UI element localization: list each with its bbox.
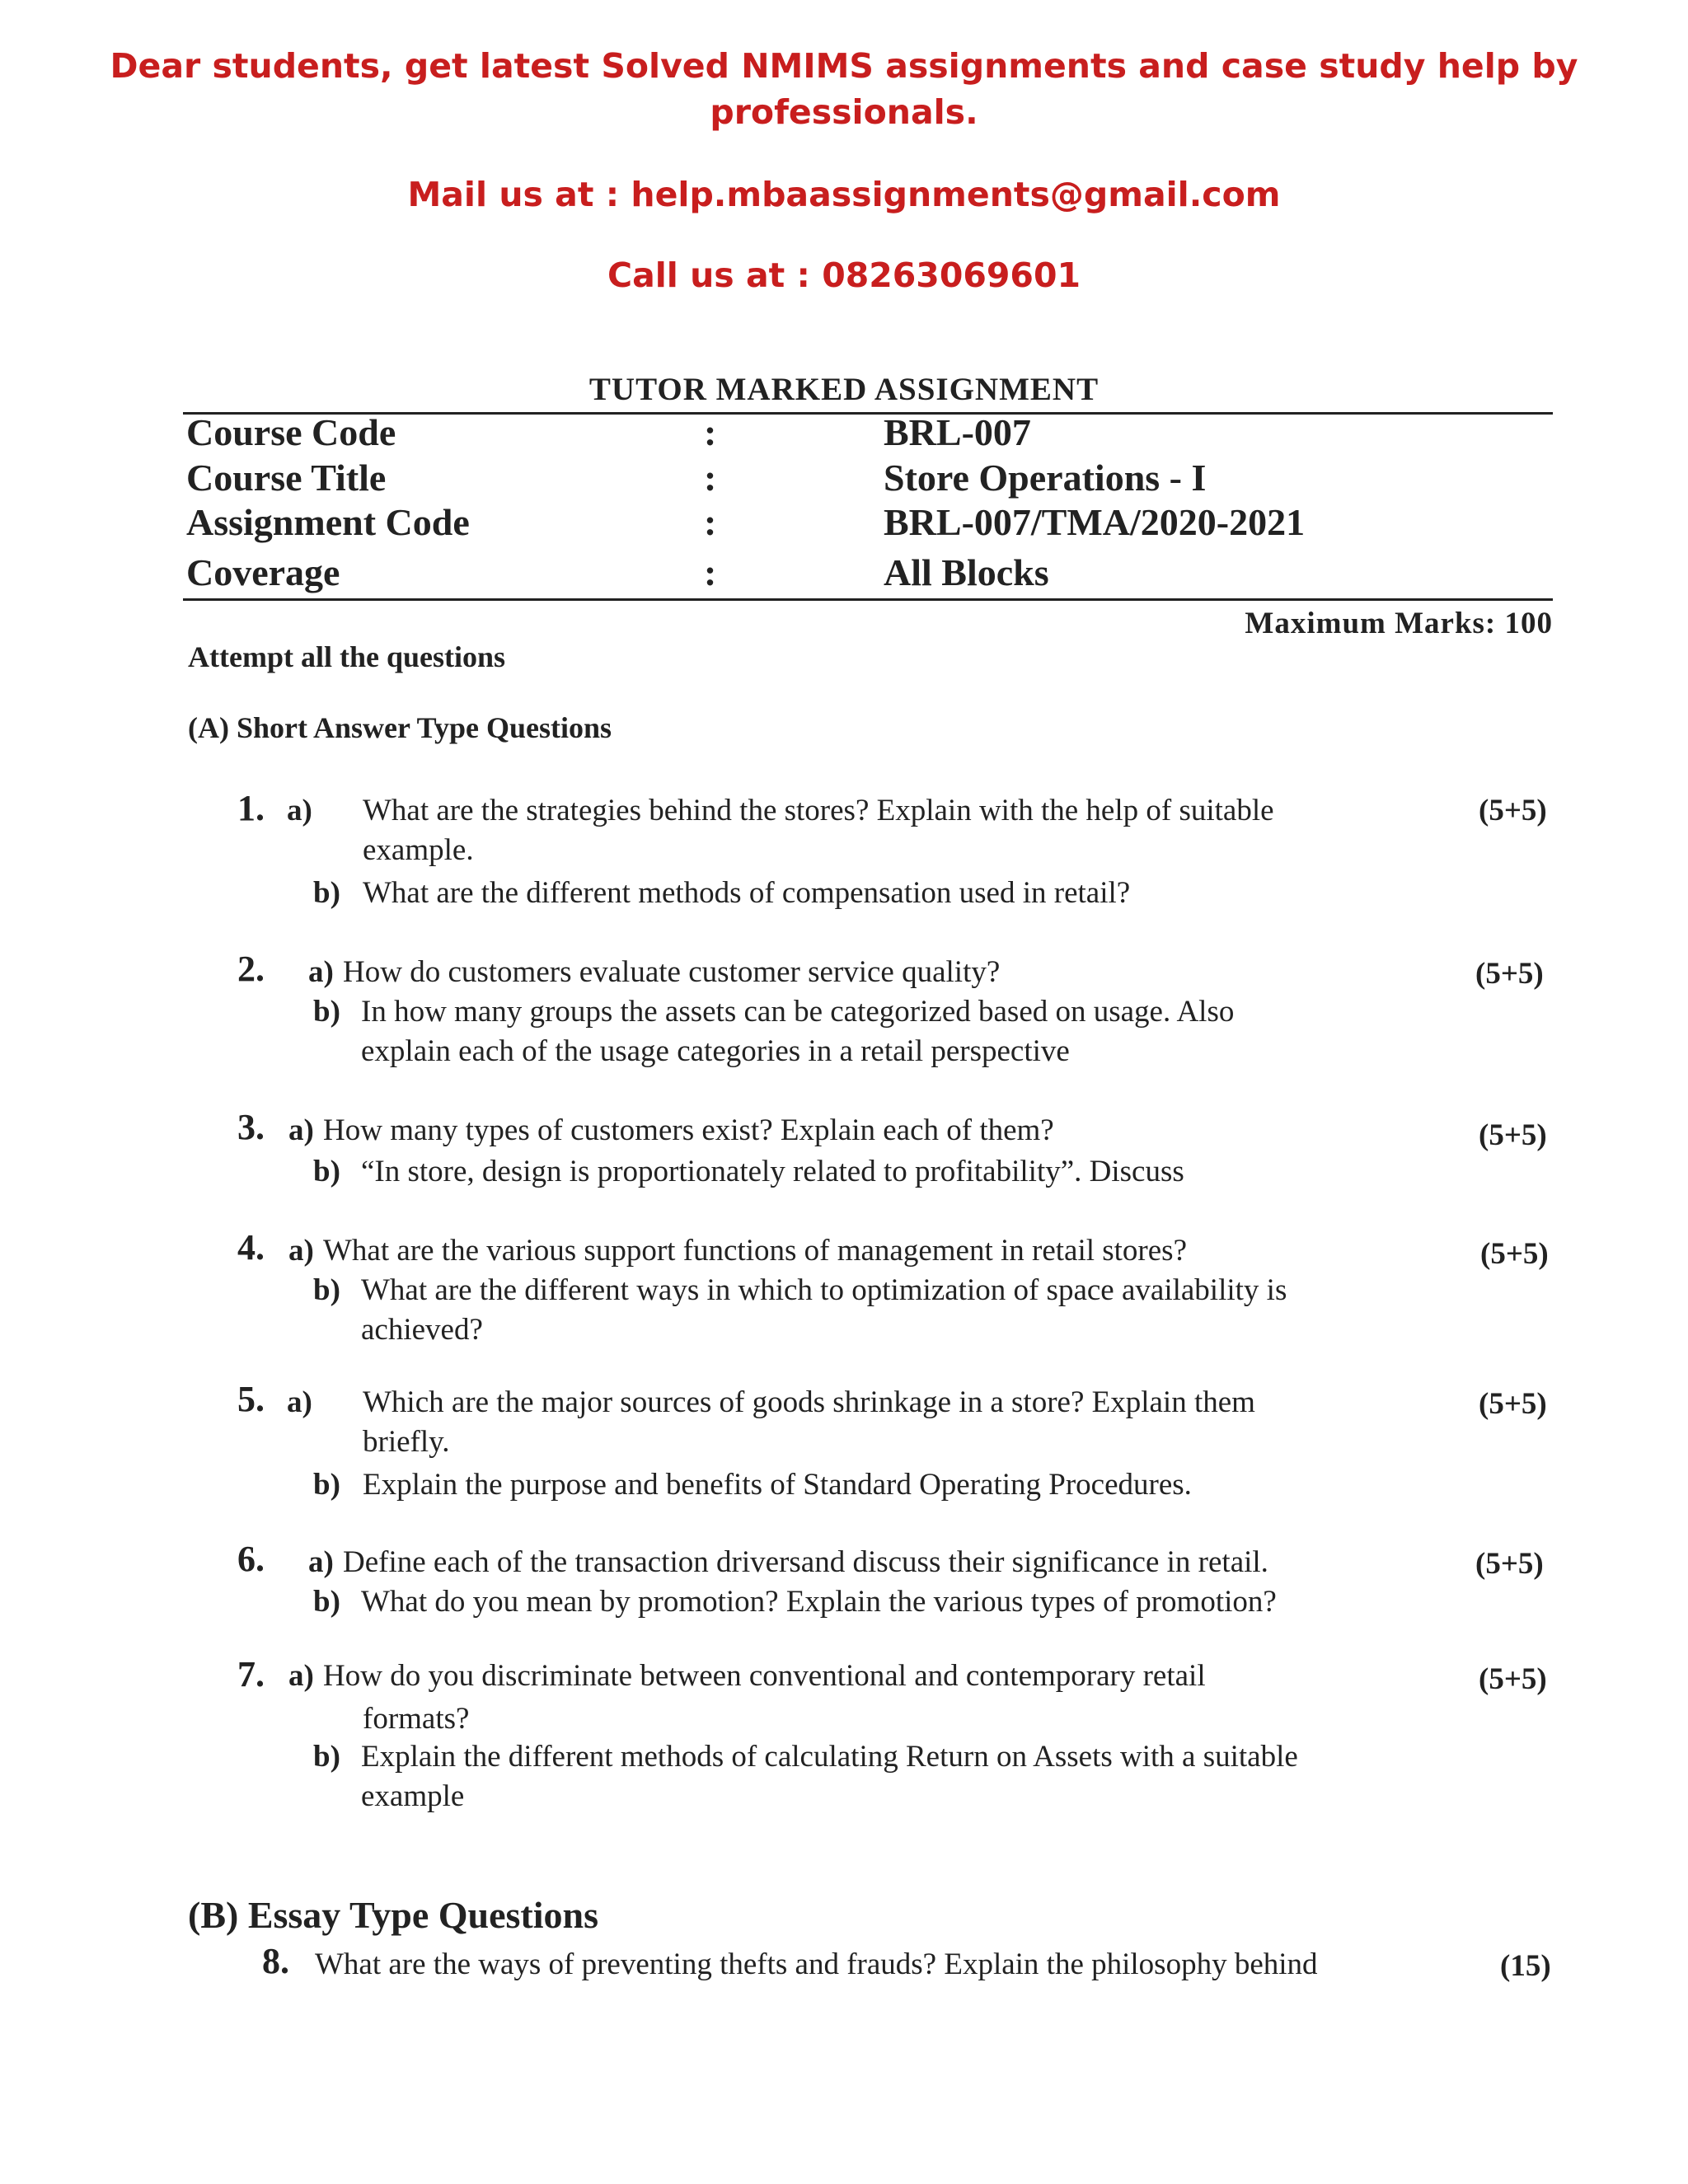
header-bottom-rule bbox=[183, 598, 1553, 601]
coverage-colon: : bbox=[704, 551, 717, 593]
assignment-code-row bbox=[186, 500, 1546, 546]
question-text: Which are the major sources of goods shrinkage in a store? Explain them bbox=[363, 1385, 1255, 1419]
question-text: Explain the different methods of calculating Return on Assets with a suitable bbox=[361, 1740, 1298, 1774]
promo-phone[interactable]: Call us at : 08263069601 bbox=[607, 255, 1081, 295]
sub-label-a: a) bbox=[288, 1234, 314, 1268]
question-text: Define each of the transaction driversand discuss their significance in retail. bbox=[343, 1545, 1268, 1579]
sub-label-a: a) bbox=[288, 1113, 314, 1147]
sub-label-a: a) bbox=[287, 1385, 312, 1419]
question-text-cont: briefly. bbox=[363, 1425, 450, 1459]
question-text: What are the strategies behind the stores? Explain with the help of suitable bbox=[363, 794, 1274, 827]
question-text: How do you discriminate between conventional and contemporary retail bbox=[323, 1659, 1206, 1693]
sub-label-b: b) bbox=[313, 1740, 340, 1774]
instructions: Attempt all the questions bbox=[188, 640, 505, 673]
assignment-code-colon: : bbox=[704, 501, 717, 543]
question-text: “In store, design is proportionately related to profitability”. Discuss bbox=[361, 1155, 1184, 1188]
question-marks: (5+5) bbox=[1479, 794, 1547, 827]
assignment-code-label: Assignment Code bbox=[186, 501, 470, 543]
promo-line-2: professionals. bbox=[710, 92, 978, 132]
assignment-code-value: BRL-007/TMA/2020-2021 bbox=[884, 501, 1306, 543]
course-title-row bbox=[186, 456, 1546, 502]
question-number: 7. bbox=[237, 1654, 265, 1694]
question-text-cont: example. bbox=[363, 833, 474, 867]
question-marks: (5+5) bbox=[1480, 1237, 1549, 1271]
question-text-cont: example bbox=[361, 1779, 465, 1813]
question-text: What are the different methods of compensation used in retail? bbox=[363, 876, 1131, 910]
question-marks: (5+5) bbox=[1479, 1118, 1547, 1152]
sub-label-b: b) bbox=[313, 1585, 340, 1619]
question-marks: (5+5) bbox=[1479, 1662, 1547, 1696]
question-text: Explain the purpose and benefits of Standard Operating Procedures. bbox=[363, 1468, 1192, 1502]
course-code-value: BRL-007 bbox=[884, 411, 1031, 453]
question-number: 2. bbox=[237, 949, 265, 989]
course-title-value: Store Operations - I bbox=[884, 457, 1207, 499]
question-text: What do you mean by promotion? Explain the various types of promotion? bbox=[361, 1585, 1277, 1619]
question-marks: (15) bbox=[1500, 1949, 1551, 1983]
coverage-row bbox=[186, 551, 1546, 597]
promo-mail[interactable]: Mail us at : help.mbaassignments@gmail.com bbox=[407, 175, 1281, 214]
question-text-cont: formats? bbox=[363, 1702, 470, 1736]
question-number: 1. bbox=[237, 788, 265, 828]
question-marks: (5+5) bbox=[1475, 957, 1544, 991]
sub-label-a: a) bbox=[308, 955, 334, 989]
question-text: How many types of customers exist? Explain each of them? bbox=[323, 1113, 1054, 1147]
section-a-title: (A) Short Answer Type Questions bbox=[188, 711, 612, 744]
question-text: How do customers evaluate customer service quality? bbox=[343, 955, 1001, 989]
sub-label-b: b) bbox=[313, 995, 340, 1029]
sub-label-b: b) bbox=[313, 1155, 340, 1188]
sub-label-a: a) bbox=[287, 794, 312, 827]
sub-label-b: b) bbox=[313, 876, 340, 910]
question-number: 8. bbox=[262, 1941, 289, 1981]
question-marks: (5+5) bbox=[1475, 1547, 1544, 1581]
question-number: 3. bbox=[237, 1107, 265, 1147]
course-title-label: Course Title bbox=[186, 457, 387, 499]
course-code-row bbox=[186, 410, 1546, 457]
question-number: 5. bbox=[237, 1379, 265, 1419]
promo-line-1: Dear students, get latest Solved NMIMS assignments and case study help by bbox=[110, 46, 1578, 86]
question-number: 6. bbox=[237, 1539, 265, 1579]
section-b-title: (B) Essay Type Questions bbox=[188, 1894, 599, 1936]
question-text-cont: achieved? bbox=[361, 1313, 483, 1347]
coverage-label: Coverage bbox=[186, 551, 340, 593]
course-code-colon: : bbox=[704, 411, 717, 453]
question-number: 4. bbox=[237, 1227, 265, 1268]
sub-label-a: a) bbox=[288, 1659, 314, 1693]
question-text-cont: explain each of the usage categories in a retail perspective bbox=[361, 1034, 1070, 1068]
promo-banner bbox=[0, 43, 1688, 135]
question-text: What are the ways of preventing thefts and frauds? Explain the philosophy behind bbox=[315, 1947, 1318, 1981]
coverage-value: All Blocks bbox=[884, 551, 1049, 593]
assignment-title: TUTOR MARKED ASSIGNMENT bbox=[588, 372, 1100, 407]
sub-label-b: b) bbox=[313, 1468, 340, 1502]
course-code-label: Course Code bbox=[186, 411, 396, 453]
question-text: In how many groups the assets can be categorized based on usage. Also bbox=[361, 995, 1235, 1029]
course-title-colon: : bbox=[704, 457, 717, 499]
question-marks: (5+5) bbox=[1479, 1387, 1547, 1421]
maximum-marks: Maximum Marks: 100 bbox=[1245, 607, 1553, 640]
sub-label-b: b) bbox=[313, 1273, 340, 1307]
question-text: What are the various support functions of management in retail stores? bbox=[323, 1234, 1187, 1268]
question-text: What are the different ways in which to optimization of space availability is bbox=[361, 1273, 1287, 1307]
sub-label-a: a) bbox=[308, 1545, 334, 1579]
